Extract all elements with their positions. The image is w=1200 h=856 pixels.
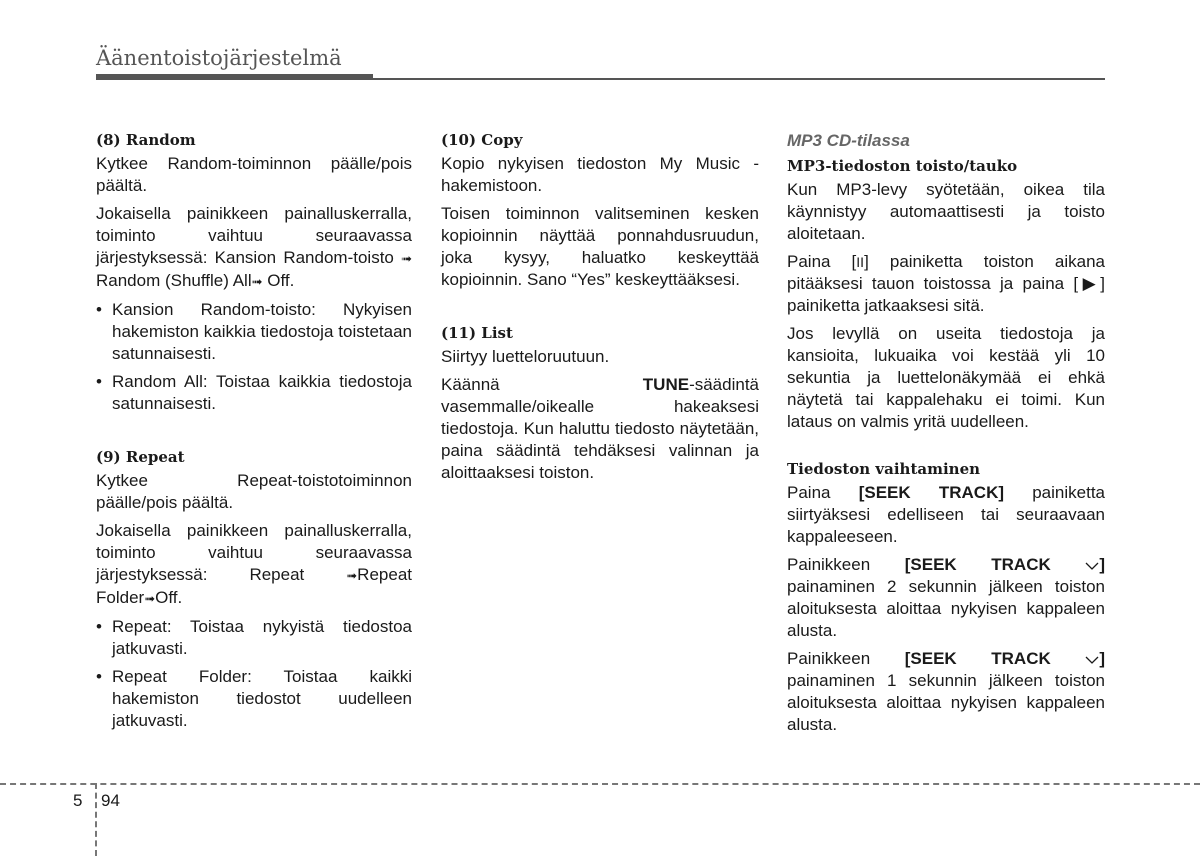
seek-track-label: [SEEK TRACK xyxy=(904,555,1051,574)
repeat-list xyxy=(96,616,412,732)
tune-keyword: TUNE xyxy=(642,375,690,394)
pause-icon: II xyxy=(856,254,865,270)
header-rule xyxy=(373,78,1105,80)
random-heading: (8) Random xyxy=(96,131,196,149)
list-item: • Kansion Random-toisto: Nykyisen hakemiston kaikkia tiedostoja toistetaan satunnaisesti. xyxy=(96,299,412,365)
list-item: • Repeat: Toistaa nykyistä tiedostoa jatkuvasti. xyxy=(96,616,412,660)
column-middle xyxy=(441,130,759,490)
header-accent-bar xyxy=(96,74,373,80)
copy-heading: (10) Copy xyxy=(441,131,523,149)
play-heading: MP3-tiedoston toisto/tauko xyxy=(787,157,1018,175)
random-description: Kytkee Random-toiminnon päälle/pois päältä. xyxy=(96,154,412,195)
section-heading: MP3 CD-tilassa xyxy=(787,131,910,150)
list-item: • Random All: Toistaa kaikkia tiedostoja satunnaisesti. xyxy=(96,371,412,415)
change-description: Paina [SEEK TRACK] painiketta siirtyäksesi edelliseen tai seuraavaan kappaleeseen. xyxy=(787,483,1105,546)
list-description: Siirtyy luetteloruutuun. xyxy=(441,347,610,366)
page-header-title: Äänentoistojärjestelmä xyxy=(96,46,342,70)
footer-rule xyxy=(0,783,1200,785)
page-number: 94 xyxy=(101,791,120,810)
copy-detail: Toisen toiminnon valitseminen kesken kopioinnin näyttää ponnahdusruudun, joka kysyy, haluatko keskeyttää kopioinnin. Sano “Yes” keskeyttääksesi. xyxy=(441,204,759,289)
repeat-heading: (9) Repeat xyxy=(96,448,185,466)
change-detail-1s: Painikkeen [SEEK TRACK ] painaminen 1 sekunnin jälkeen toiston aloituksesta aloittaa nykyisen kappaleen alusta. xyxy=(787,649,1105,734)
seek-track-label: [SEEK TRACK] xyxy=(858,483,1005,502)
play-note: Jos levyllä on useita tiedostoja ja kansioita, lukuaika voi kestää yli 10 sekuntia ja luettelonäkymää ei ehkä näytetä tai kappalehaku ei toimi. Kun lataus on valmis yritä uudelleen. xyxy=(787,324,1105,431)
column-left xyxy=(96,130,412,738)
list-detail: Käännä TUNE-säädintä vasemmalle/oikealle hakeaksesi tiedostoja. Kun haluttu tiedosto näytetään, paina säädintä tehdäksesi valinnan ja aloittaaksesi toiston. xyxy=(441,375,759,482)
repeat-description: Kytkee Repeat-toistotoiminnon päälle/pois päältä. xyxy=(96,471,412,512)
chevron-down-icon xyxy=(1085,655,1099,665)
section-number: 5 xyxy=(73,791,83,810)
play-description: Kun MP3-levy syötetään, oikea tila käynnistyy automaattisesti ja toisto aloitetaan. xyxy=(787,180,1105,243)
random-sequence: Jokaisella painikkeen painalluskerralla, toiminto vaihtuu seuraavassa järjestyksessä: Kansion Random-toisto ➟ Random (Shuffle) All➟ Off. xyxy=(96,204,412,290)
footer-divider xyxy=(95,783,97,856)
chevron-down-icon xyxy=(1085,561,1099,571)
random-list xyxy=(96,299,412,415)
list-item: • Repeat Folder: Toistaa kaikki hakemiston tiedostot uudelleen jatkuvasti. xyxy=(96,666,412,732)
repeat-sequence: Jokaisella painikkeen painalluskerralla, toiminto vaihtuu seuraavassa järjestyksessä: Repeat ➟Repeat Folder➟Off. xyxy=(96,521,412,607)
change-heading: Tiedoston vaihtaminen xyxy=(787,460,981,478)
play-icon: ▶ xyxy=(1078,274,1101,293)
column-right xyxy=(787,130,1105,742)
arrow-icon: ➟ xyxy=(251,274,263,289)
arrow-icon: ➟ xyxy=(144,591,156,606)
seek-track-label: [SEEK TRACK xyxy=(904,649,1051,668)
copy-description: Kopio nykyisen tiedoston My Music -hakemistoon. xyxy=(441,154,759,195)
arrow-icon: ➟ xyxy=(346,568,358,583)
change-detail-2s: Painikkeen [SEEK TRACK ] painaminen 2 sekunnin jälkeen toiston aloituksesta aloittaa nykyisen kappaleen alusta. xyxy=(787,555,1105,640)
arrow-icon: ➟ xyxy=(401,251,412,266)
play-pause-instruction: Paina [II] painiketta toiston aikana pitääksesi tauon toistossa ja paina [▶] painiketta jatkaaksesi sitä. xyxy=(787,252,1106,315)
list-heading: (11) List xyxy=(441,324,513,342)
